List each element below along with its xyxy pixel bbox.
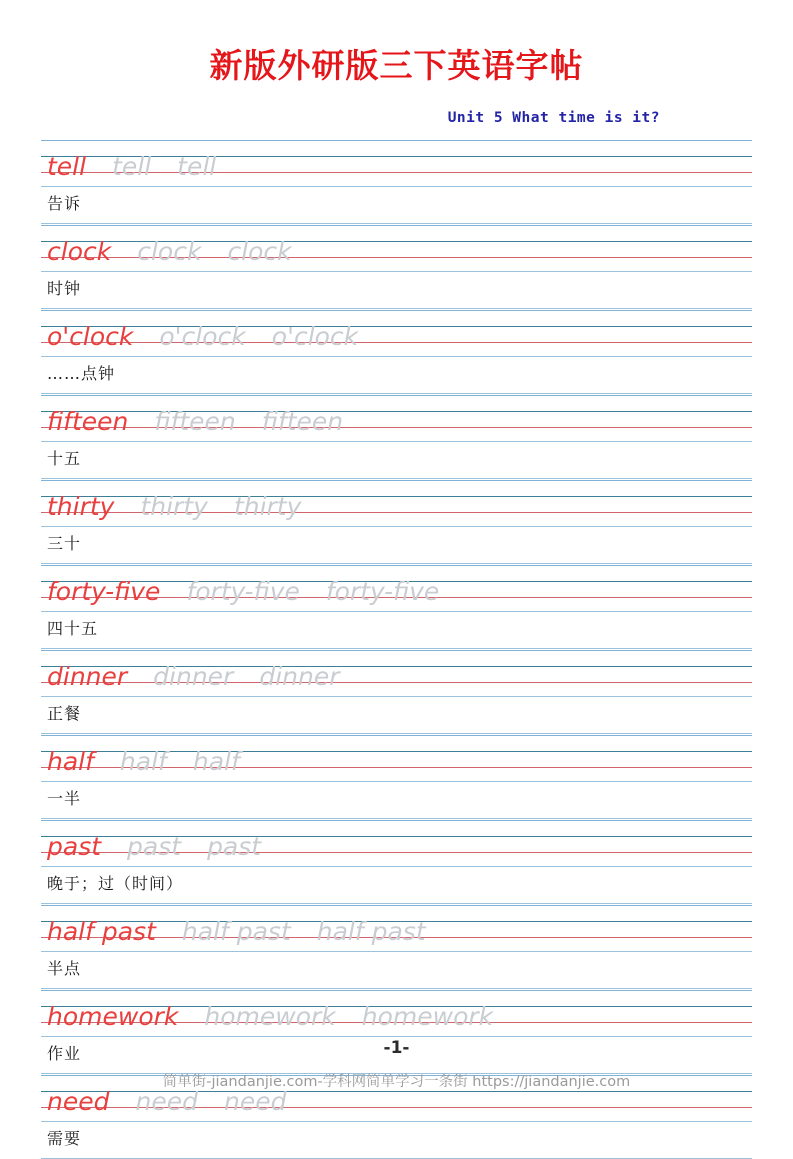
writing-row[interactable] <box>41 564 752 613</box>
rule-top-line <box>41 310 752 311</box>
word-sequence <box>47 479 327 528</box>
word-meaning: 一半 <box>47 789 82 809</box>
word-sequence <box>47 649 366 698</box>
word-model: thirty <box>47 492 115 522</box>
word-trace-1: forty-five <box>186 577 300 607</box>
word-trace-1: half <box>119 747 167 777</box>
page-title: 新版外研版三下英语字帖 <box>209 46 584 85</box>
vocab-block <box>41 649 752 734</box>
rule-baseline <box>41 937 752 938</box>
writing-row[interactable] <box>41 224 752 273</box>
watermark-footer: 简单街-jiandanjie.com-学科网简单学习一条街 https://jiandanjie.com <box>162 1074 631 1090</box>
rule-baseline <box>41 1107 752 1108</box>
rule-mid-line <box>41 581 752 582</box>
word-model: o'clock <box>47 322 134 352</box>
vocab-block <box>41 989 752 1074</box>
rule-bottom-line <box>41 696 752 697</box>
rule-baseline <box>41 172 752 173</box>
word-model: need <box>47 1087 110 1117</box>
meaning-row <box>41 273 752 309</box>
word-meaning: 告诉 <box>47 194 82 214</box>
meaning-row <box>41 868 752 904</box>
vocab-block <box>41 139 752 224</box>
rule-top-line <box>41 820 752 821</box>
meaning-row <box>41 358 752 394</box>
word-sequence <box>47 989 519 1038</box>
rule-bottom-line <box>41 356 752 357</box>
word-trace-2: need <box>223 1087 287 1117</box>
word-meaning: 作业 <box>47 1044 82 1064</box>
meaning-row <box>41 528 752 564</box>
word-meaning: 半点 <box>47 959 82 979</box>
meaning-row <box>41 613 752 649</box>
word-trace-1: homework <box>204 1002 336 1032</box>
word-sequence <box>47 394 369 443</box>
meaning-row <box>41 1123 752 1159</box>
word-sequence <box>47 564 465 613</box>
rule-top-line <box>41 140 752 141</box>
meaning-row <box>41 783 752 819</box>
word-trace-1: dinner <box>153 662 234 692</box>
vocab-block <box>41 734 752 819</box>
rule-top-line <box>41 990 752 991</box>
writing-row[interactable] <box>41 139 752 188</box>
word-trace-1: past <box>127 832 182 862</box>
meaning-row <box>41 698 752 734</box>
vocab-block <box>41 309 752 394</box>
word-model: past <box>47 832 102 862</box>
practice-sheet <box>41 139 752 1159</box>
word-meaning: 三十 <box>47 534 82 554</box>
rule-mid-line <box>41 751 752 752</box>
rule-baseline <box>41 767 752 768</box>
rule-mid-line <box>41 156 752 157</box>
word-trace-2: past <box>207 832 262 862</box>
unit-heading: Unit 5 What time is it? <box>447 110 660 127</box>
word-meaning: 十五 <box>47 449 82 469</box>
word-trace-2: homework <box>361 1002 494 1032</box>
meaning-row <box>41 188 752 224</box>
rule-mid-line <box>41 326 752 327</box>
rule-baseline <box>41 257 752 258</box>
writing-row[interactable] <box>41 989 752 1038</box>
rule-top-line <box>41 225 752 226</box>
word-trace-1: thirty <box>140 492 208 522</box>
writing-row[interactable] <box>41 394 752 443</box>
word-sequence <box>47 819 287 868</box>
rule-baseline <box>41 682 752 683</box>
rule-bottom-line <box>41 526 752 527</box>
word-model: homework <box>47 1002 179 1032</box>
unit-heading-row <box>0 110 793 126</box>
word-model: clock <box>47 237 112 267</box>
rule-top-line <box>41 905 752 906</box>
rule-top-line <box>41 395 752 396</box>
writing-row[interactable] <box>41 904 752 953</box>
word-trace-1: need <box>135 1087 198 1117</box>
writing-row[interactable] <box>41 309 752 358</box>
word-sequence <box>47 224 318 273</box>
writing-row[interactable] <box>41 819 752 868</box>
rule-mid-line <box>41 1006 752 1007</box>
vocab-block <box>41 819 752 904</box>
vocab-block <box>41 564 752 649</box>
word-meaning: 需要 <box>47 1129 82 1149</box>
rule-top-line <box>41 735 752 736</box>
rule-mid-line <box>41 836 752 837</box>
rule-top-line <box>41 650 752 651</box>
meaning-row <box>41 443 752 479</box>
word-trace-2: fifteen <box>261 407 344 437</box>
writing-row[interactable] <box>41 649 752 698</box>
word-trace-1: o'clock <box>159 322 246 352</box>
word-meaning: 正餐 <box>47 704 82 724</box>
rule-mid-line <box>41 496 752 497</box>
rule-baseline <box>41 427 752 428</box>
vocab-block <box>41 479 752 564</box>
word-sequence <box>47 309 384 358</box>
word-model: dinner <box>47 662 128 692</box>
rule-top-line <box>41 565 752 566</box>
vocab-block <box>41 904 752 989</box>
word-meaning: 晚于；过（时间） <box>47 874 184 894</box>
word-model: forty-five <box>47 577 161 607</box>
writing-row[interactable] <box>41 479 752 528</box>
word-meaning: ……点钟 <box>47 364 116 384</box>
rule-baseline <box>41 852 752 853</box>
word-trace-2: o'clock <box>271 322 359 352</box>
word-trace-2: half <box>192 747 240 777</box>
word-trace-1: clock <box>137 237 202 267</box>
word-sequence <box>47 139 242 188</box>
word-model: half <box>47 747 94 777</box>
rule-bottom-line <box>41 866 752 867</box>
page-number: -1- <box>383 1038 410 1058</box>
word-trace-2: tell <box>177 152 217 182</box>
meaning-row <box>41 953 752 989</box>
writing-row[interactable] <box>41 734 752 783</box>
rule-baseline <box>41 342 752 343</box>
word-trace-2: forty-five <box>325 577 440 607</box>
rule-baseline <box>41 1022 752 1023</box>
vocab-block <box>41 224 752 309</box>
word-trace-1: half past <box>181 917 291 947</box>
rule-bottom-line <box>41 951 752 952</box>
word-meaning: 时钟 <box>47 279 82 299</box>
rule-bottom-line <box>41 781 752 782</box>
word-trace-2: half past <box>316 917 426 947</box>
rule-mid-line <box>41 411 752 412</box>
word-meaning: 四十五 <box>47 619 99 639</box>
rule-bottom-line <box>41 611 752 612</box>
word-sequence <box>47 904 452 953</box>
rule-bottom-line <box>41 271 752 272</box>
rule-top-line <box>41 480 752 481</box>
rule-mid-line <box>41 241 752 242</box>
vocab-block <box>41 394 752 479</box>
word-model: tell <box>47 152 87 182</box>
word-model: fifteen <box>47 407 129 437</box>
rule-mid-line <box>41 921 752 922</box>
word-trace-1: fifteen <box>154 407 236 437</box>
word-trace-2: dinner <box>259 662 340 692</box>
rule-bottom-line <box>41 186 752 187</box>
rule-baseline <box>41 597 752 598</box>
rule-bottom-line <box>41 441 752 442</box>
rule-mid-line <box>41 1091 752 1092</box>
word-model: half past <box>47 917 156 947</box>
word-trace-2: clock <box>227 237 292 267</box>
rule-baseline <box>41 512 752 513</box>
word-sequence <box>47 734 266 783</box>
word-trace-1: tell <box>112 152 152 182</box>
word-trace-2: thirty <box>233 492 302 522</box>
rule-mid-line <box>41 666 752 667</box>
